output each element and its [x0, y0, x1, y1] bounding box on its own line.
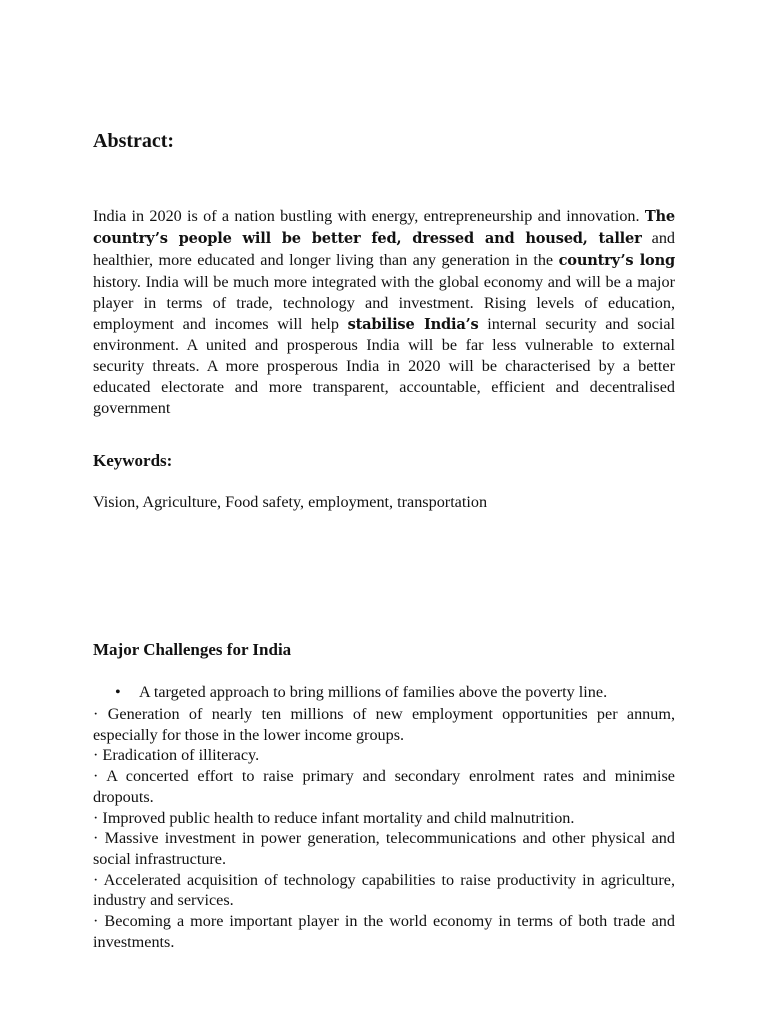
challenge-item: · Generation of nearly ten millions of new employment opportunities per annum, especially for those in the lower income groups. [93, 705, 675, 744]
keywords-list: Vision, Agriculture, Food safety, employment, transportation [93, 493, 488, 511]
challenge-item: · Eradication of illiteracy. [93, 746, 260, 765]
abstract-bold-2: country’s long [558, 251, 675, 269]
challenge-item-text: A targeted approach to bring millions of families above the poverty line. [139, 683, 608, 701]
abstract-heading: Abstract: [93, 130, 175, 152]
challenges-heading: Major Challenges for India [93, 640, 292, 659]
abstract-paragraph [93, 206, 675, 419]
abstract-text-2: and healthier, more educated and longer living than any generation in the [93, 228, 676, 269]
abstract-bold-1: The country’s people will be better fed, dressed and housed, taller [93, 208, 675, 247]
challenge-item: · Massive investment in power generation, telecommunications and other physical and social infrastructure. [93, 829, 675, 868]
challenge-item: · A concerted effort to raise primary and secondary enrolment rates and minimise dropouts. [93, 767, 675, 806]
challenge-list [93, 704, 675, 952]
abstract-text-4: internal security and social environment. A united and prosperous India will be far less vulnerable to external security threats. A more prosperous India in 2020 will be characterised by a better educated electorate and more transparent, accountable, efficient and decentralised government [93, 314, 675, 418]
challenge-item: · Improved public health to reduce infant mortality and child malnutrition. [93, 808, 575, 827]
challenge-item: · Accelerated acquisition of technology capabilities to raise productivity in agriculture, industry and services. [93, 870, 675, 910]
bullet-icon: • [115, 683, 121, 701]
abstract-bold-3: stabilise India’s [347, 315, 479, 333]
abstract-text-1: India in 2020 is of a nation bustling with energy, entrepreneurship and innovation. [93, 207, 645, 225]
challenge-item-bullet [115, 683, 607, 702]
keywords-heading: Keywords: [93, 451, 173, 470]
abstract-text-3: history. India will be much more integrated with the global economy and will be a major player in terms of trade, technology and investment. Rising levels of education, employment and incomes will help [93, 272, 675, 333]
challenge-item: · Becoming a more important player in the world economy in terms of both trade and investments. [93, 912, 675, 951]
